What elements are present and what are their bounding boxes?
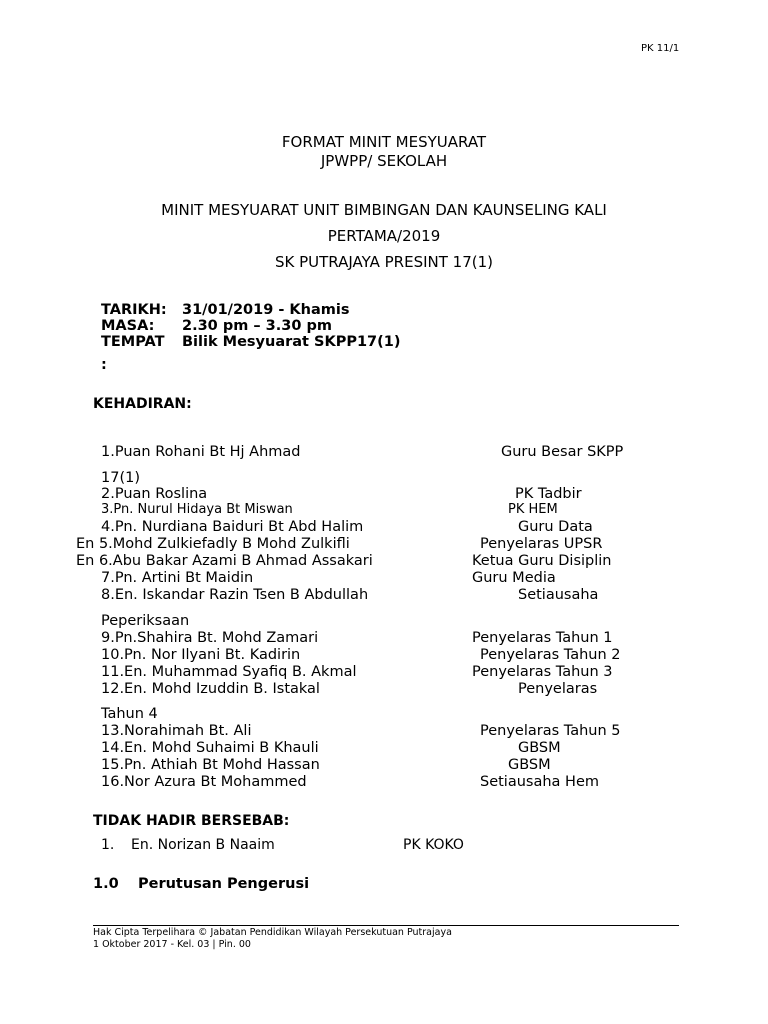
attendee-name: 13.Norahimah Bt. Ali bbox=[101, 723, 252, 739]
place-value: Bilik Mesyuarat SKPP17(1) bbox=[182, 334, 401, 350]
attendee-role: Penyelaras Tahun 1 bbox=[472, 630, 613, 646]
attendee-role: Penyelaras Tahun 5 bbox=[480, 723, 621, 739]
attendee-name: Peperiksaan bbox=[101, 613, 190, 629]
time-label: MASA: bbox=[101, 318, 155, 334]
attendee-name: 8.En. Iskandar Razin Tsen B Abdullah bbox=[101, 587, 369, 603]
section-number: 1.0 bbox=[93, 876, 119, 892]
absent-role: PK KOKO bbox=[403, 837, 464, 853]
attendee-role: GBSM bbox=[508, 757, 551, 773]
title-line-4: PERTAMA/2019 bbox=[327, 227, 441, 245]
attendee-name: 3.Pn. Nurul Hidaya Bt Miswan bbox=[101, 502, 293, 517]
footer-copyright: Hak Cipta Terpelihara © Jabatan Pendidikan Wilayah Persekutuan Putrajaya bbox=[93, 927, 452, 938]
attendee-name: 2.Puan Roslina bbox=[101, 486, 208, 502]
attendee-role: Guru Media bbox=[472, 570, 556, 586]
attendee-name: 12.En. Mohd Izuddin B. Istakal bbox=[101, 681, 320, 697]
absent-heading: TIDAK HADIR BERSEBAB: bbox=[93, 813, 290, 829]
attendee-role: Ketua Guru Disiplin bbox=[472, 553, 612, 569]
section-title: Perutusan Pengerusi bbox=[138, 876, 310, 892]
attendee-name: 14.En. Mohd Suhaimi B Khauli bbox=[101, 740, 319, 756]
attendee-name: En 5.Mohd Zulkiefadly B Mohd Zulkifli bbox=[76, 536, 350, 552]
attendee-role: Guru Besar SKPP bbox=[501, 444, 624, 460]
attendance-heading: KEHADIRAN: bbox=[93, 396, 192, 412]
attendee-role: Penyelaras Tahun 2 bbox=[480, 647, 621, 663]
attendee-name: 15.Pn. Athiah Bt Mohd Hassan bbox=[101, 757, 320, 773]
attendee-name: 7.Pn. Artini Bt Maidin bbox=[101, 570, 254, 586]
attendee-name: 10.Pn. Nor Ilyani Bt. Kadirin bbox=[101, 647, 301, 663]
title-line-2: JPWPP/ SEKOLAH bbox=[320, 152, 448, 170]
attendee-role: Penyelaras bbox=[518, 681, 598, 697]
title-line-5: SK PUTRAJAYA PRESINT 17(1) bbox=[274, 253, 494, 271]
footer-version: 1 Oktober 2017 - Kel. 03 | Pin. 00 bbox=[93, 939, 251, 950]
attendee-name: 9.Pn.Shahira Bt. Mohd Zamari bbox=[101, 630, 319, 646]
attendee-role: Penyelaras UPSR bbox=[480, 536, 603, 552]
attendee-role: GBSM bbox=[518, 740, 561, 756]
place-label: TEMPAT bbox=[101, 334, 165, 350]
title-line-3: MINIT MESYUARAT UNIT BIMBINGAN DAN KAUNSELING KALI bbox=[161, 201, 607, 219]
attendee-name: 4.Pn. Nurdiana Baiduri Bt Abd Halim bbox=[101, 519, 364, 535]
attendee-name: 1.Puan Rohani Bt Hj Ahmad bbox=[101, 444, 301, 460]
attendee-name: 11.En. Muhammad Syafiq B. Akmal bbox=[101, 664, 357, 680]
place-label-colon: : bbox=[101, 357, 107, 373]
title-line-1: FORMAT MINIT MESYUARAT bbox=[281, 133, 487, 151]
attendee-name: Tahun 4 bbox=[101, 706, 158, 722]
attendee-role: Setiausaha Hem bbox=[480, 774, 599, 790]
absent-name: En. Norizan B Naaim bbox=[131, 837, 275, 853]
attendee-name: 16.Nor Azura Bt Mohammed bbox=[101, 774, 307, 790]
attendee-role: PK HEM bbox=[508, 502, 558, 517]
attendee-role: Guru Data bbox=[518, 519, 593, 535]
absent-number: 1. bbox=[101, 837, 115, 853]
date-value: 31/01/2019 - Khamis bbox=[182, 302, 350, 318]
attendee-name: 17(1) bbox=[101, 470, 140, 486]
footer-divider bbox=[93, 925, 679, 926]
date-label: TARIKH: bbox=[101, 302, 167, 318]
attendee-role: Setiausaha bbox=[518, 587, 599, 603]
attendee-role: PK Tadbir bbox=[515, 486, 582, 502]
attendee-name: En 6.Abu Bakar Azami B Ahmad Assakari bbox=[76, 553, 373, 569]
form-code: PK 11/1 bbox=[641, 43, 680, 54]
time-value: 2.30 pm – 3.30 pm bbox=[182, 318, 332, 334]
attendee-role: Penyelaras Tahun 3 bbox=[472, 664, 613, 680]
